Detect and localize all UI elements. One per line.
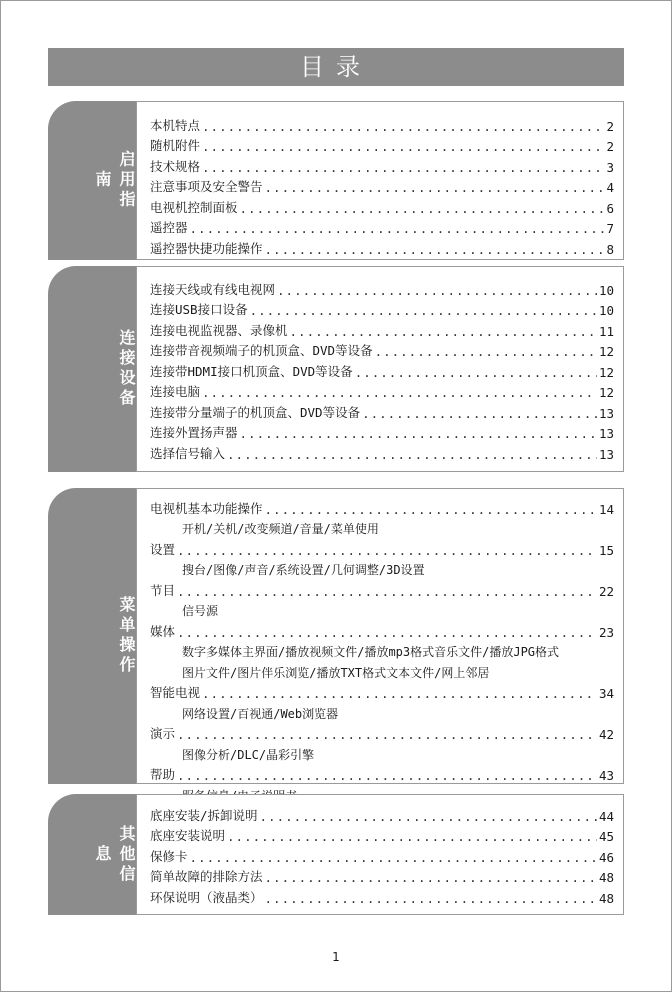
toc-entry[interactable] — [150, 175, 614, 196]
toc-entry[interactable] — [150, 339, 614, 360]
dot-leader — [265, 180, 605, 195]
toc-entry[interactable] — [150, 236, 614, 257]
toc-entry-page: 10 — [598, 303, 614, 318]
toc-entry[interactable] — [150, 681, 614, 702]
dot-leader — [362, 406, 597, 421]
dot-leader — [240, 426, 597, 441]
toc-entry-title: 环保说明（液晶类） — [150, 889, 263, 905]
toc-subentry: 开机/关机/改变频道/音量/菜单使用 — [182, 522, 379, 536]
toc-entry-page: 13 — [598, 426, 614, 441]
toc-entry-page: 2 — [606, 118, 614, 134]
toc-entry-page: 2 — [606, 139, 614, 154]
toc-entry[interactable] — [150, 722, 614, 743]
section-other-info — [48, 794, 624, 915]
section-tab — [48, 794, 138, 915]
toc-list — [150, 496, 614, 804]
toc-list — [150, 277, 614, 462]
dot-leader — [260, 809, 597, 824]
toc-entry[interactable] — [150, 803, 614, 824]
dot-leader — [177, 625, 597, 640]
toc-entry-page: 13 — [598, 446, 614, 462]
section-tab — [48, 266, 138, 472]
dot-leader — [227, 447, 597, 462]
toc-entry-title: 连接带音视频端子的机顶盒、DVD等设备 — [150, 343, 373, 358]
toc-entry[interactable] — [150, 195, 614, 216]
toc-entry[interactable] — [150, 216, 614, 237]
toc-entry-page: 45 — [598, 829, 614, 844]
toc-entry[interactable] — [150, 277, 614, 298]
toc-entry-title: 电视机控制面板 — [150, 199, 238, 215]
toc-subentry: 图像分析/DLC/晶彩引擎 — [182, 747, 315, 762]
toc-subentry: 数字多媒体主界面/播放视频文件/播放mp3格式音乐文件/播放JPG格式 — [182, 645, 560, 659]
toc-entry-page: 48 — [598, 870, 614, 885]
toc-entry[interactable] — [150, 496, 614, 517]
toc-entry-title: 遥控器 — [150, 220, 188, 235]
dot-leader — [265, 502, 597, 517]
toc-subentry: 信号源 — [182, 604, 219, 618]
dot-leader — [177, 727, 597, 742]
toc-entry-title: 连接电视监视器、录像机 — [150, 322, 288, 338]
toc-entry-title: 随机附件 — [150, 138, 201, 153]
toc-entry-page: 4 — [606, 180, 614, 195]
toc-entry-title: 本机特点 — [150, 117, 201, 133]
toc-entry[interactable] — [150, 298, 614, 319]
toc-subentry: 图片文件/图片伴乐浏览/播放TXT格式文本文件/网上邻居 — [182, 665, 490, 680]
toc-entry-page: 12 — [598, 385, 614, 400]
toc-entry-title: 媒体 — [150, 623, 176, 639]
toc-entry-title: 选择信号输入 — [150, 445, 226, 461]
toc-entry-title: 底座安装说明 — [150, 828, 226, 843]
dot-leader — [202, 385, 597, 400]
toc-entry[interactable] — [150, 619, 614, 640]
section-label: 启用指南 — [93, 150, 136, 211]
section-menu-operation — [48, 488, 624, 784]
dot-leader — [202, 686, 597, 701]
section-label: 连接设备 — [117, 329, 136, 409]
page-number: 1 — [332, 950, 340, 964]
dot-leader — [290, 324, 597, 339]
dot-leader — [265, 891, 597, 906]
toc-entry-page: 3 — [606, 159, 614, 175]
dot-leader — [265, 870, 597, 885]
dot-leader — [355, 365, 597, 380]
toc-entry-page: 12 — [598, 344, 614, 359]
toc-entry-title: 节目 — [150, 582, 176, 598]
dot-leader — [202, 119, 604, 134]
toc-entry-title: 演示 — [150, 726, 176, 741]
toc-entry[interactable] — [150, 885, 614, 906]
dot-leader — [265, 242, 605, 257]
page-title: 目录 — [48, 48, 624, 86]
toc-entry-title: 设置 — [150, 541, 176, 557]
dot-leader — [375, 344, 597, 359]
toc-entry-page: 42 — [598, 727, 614, 742]
dot-leader — [190, 850, 597, 865]
toc-entry-page: 13 — [598, 405, 614, 421]
toc-entry-title: 简单故障的排除方法 — [150, 869, 263, 884]
dot-leader — [202, 160, 604, 175]
toc-entry[interactable] — [150, 844, 614, 865]
toc-entry-page: 6 — [606, 200, 614, 216]
toc-entry-title: 帮助 — [150, 767, 176, 782]
toc-entry[interactable] — [150, 578, 614, 599]
toc-entry-page: 15 — [598, 542, 614, 558]
toc-entry-page: 43 — [598, 768, 614, 783]
toc-entry[interactable] — [150, 318, 614, 339]
toc-entry-title: 遥控器快捷功能操作 — [150, 240, 263, 256]
toc-entry-title: 保修卡 — [150, 848, 188, 864]
toc-entry-page: 7 — [606, 221, 614, 236]
toc-entry-page: 46 — [598, 849, 614, 865]
toc-list — [150, 803, 614, 906]
section-connect-devices — [48, 266, 624, 472]
toc-entry-page: 44 — [598, 808, 614, 824]
toc-entry-title: 连接外置扬声器 — [150, 425, 238, 440]
section-tab — [48, 101, 138, 260]
toc-entry-page: 23 — [598, 624, 614, 640]
toc-entry[interactable] — [150, 537, 614, 558]
toc-entry-page: 34 — [598, 686, 614, 701]
toc-entry-title: 连接电脑 — [150, 384, 201, 399]
toc-entry-title: 注意事项及安全警告 — [150, 179, 263, 194]
toc-entry-title: 电视机基本功能操作 — [150, 500, 263, 516]
toc-entry-page: 11 — [598, 323, 614, 339]
toc-entry-title: 连接带HDMI接口机顶盒、DVD等设备 — [150, 363, 353, 379]
dot-leader — [250, 303, 597, 318]
toc-entry[interactable] — [150, 421, 614, 442]
toc-entry[interactable] — [150, 359, 614, 380]
dot-leader — [277, 283, 597, 298]
toc-entry-title: 连接带分量端子的机顶盒、DVD等设备 — [150, 404, 361, 420]
toc-entry-title: 连接USB接口设备 — [150, 302, 248, 317]
toc-entry-title: 智能电视 — [150, 685, 201, 700]
toc-entry-page: 8 — [606, 241, 614, 257]
dot-leader — [177, 584, 597, 599]
toc-entry-page: 22 — [598, 583, 614, 599]
dot-leader — [227, 829, 597, 844]
toc-entry[interactable] — [150, 154, 614, 175]
section-tab — [48, 488, 138, 784]
toc-entry[interactable] — [150, 113, 614, 134]
dot-leader — [190, 221, 605, 236]
toc-entry-title: 技术规格 — [150, 158, 201, 174]
toc-list — [150, 113, 614, 257]
toc-entry[interactable] — [150, 441, 614, 462]
toc-entry-page: 48 — [598, 890, 614, 906]
toc-entry[interactable] — [150, 134, 614, 155]
toc-entry-title: 连接天线或有线电视网 — [150, 281, 276, 297]
section-label: 菜单操作 — [117, 596, 136, 676]
toc-entry[interactable] — [150, 763, 614, 784]
dot-leader — [177, 768, 597, 783]
section-getting-started — [48, 101, 624, 260]
toc-entry-title: 底座安装/拆卸说明 — [150, 807, 258, 823]
toc-entry[interactable] — [150, 380, 614, 401]
toc-entry[interactable] — [150, 824, 614, 845]
toc-subentry: 搜台/图像/声音/系统设置/几何调整/3D设置 — [182, 563, 425, 577]
dot-leader — [202, 139, 604, 154]
dot-leader — [177, 543, 597, 558]
toc-entry[interactable] — [150, 865, 614, 886]
toc-entry[interactable] — [150, 400, 614, 421]
toc-entry-page: 12 — [598, 364, 614, 380]
dot-leader — [240, 201, 605, 216]
toc-entry-page: 14 — [598, 501, 614, 517]
toc-entry-page: 10 — [598, 282, 614, 298]
toc-subentry: 网络设置/百视通/Web浏览器 — [182, 706, 339, 721]
section-label: 其他信息 — [93, 824, 136, 885]
